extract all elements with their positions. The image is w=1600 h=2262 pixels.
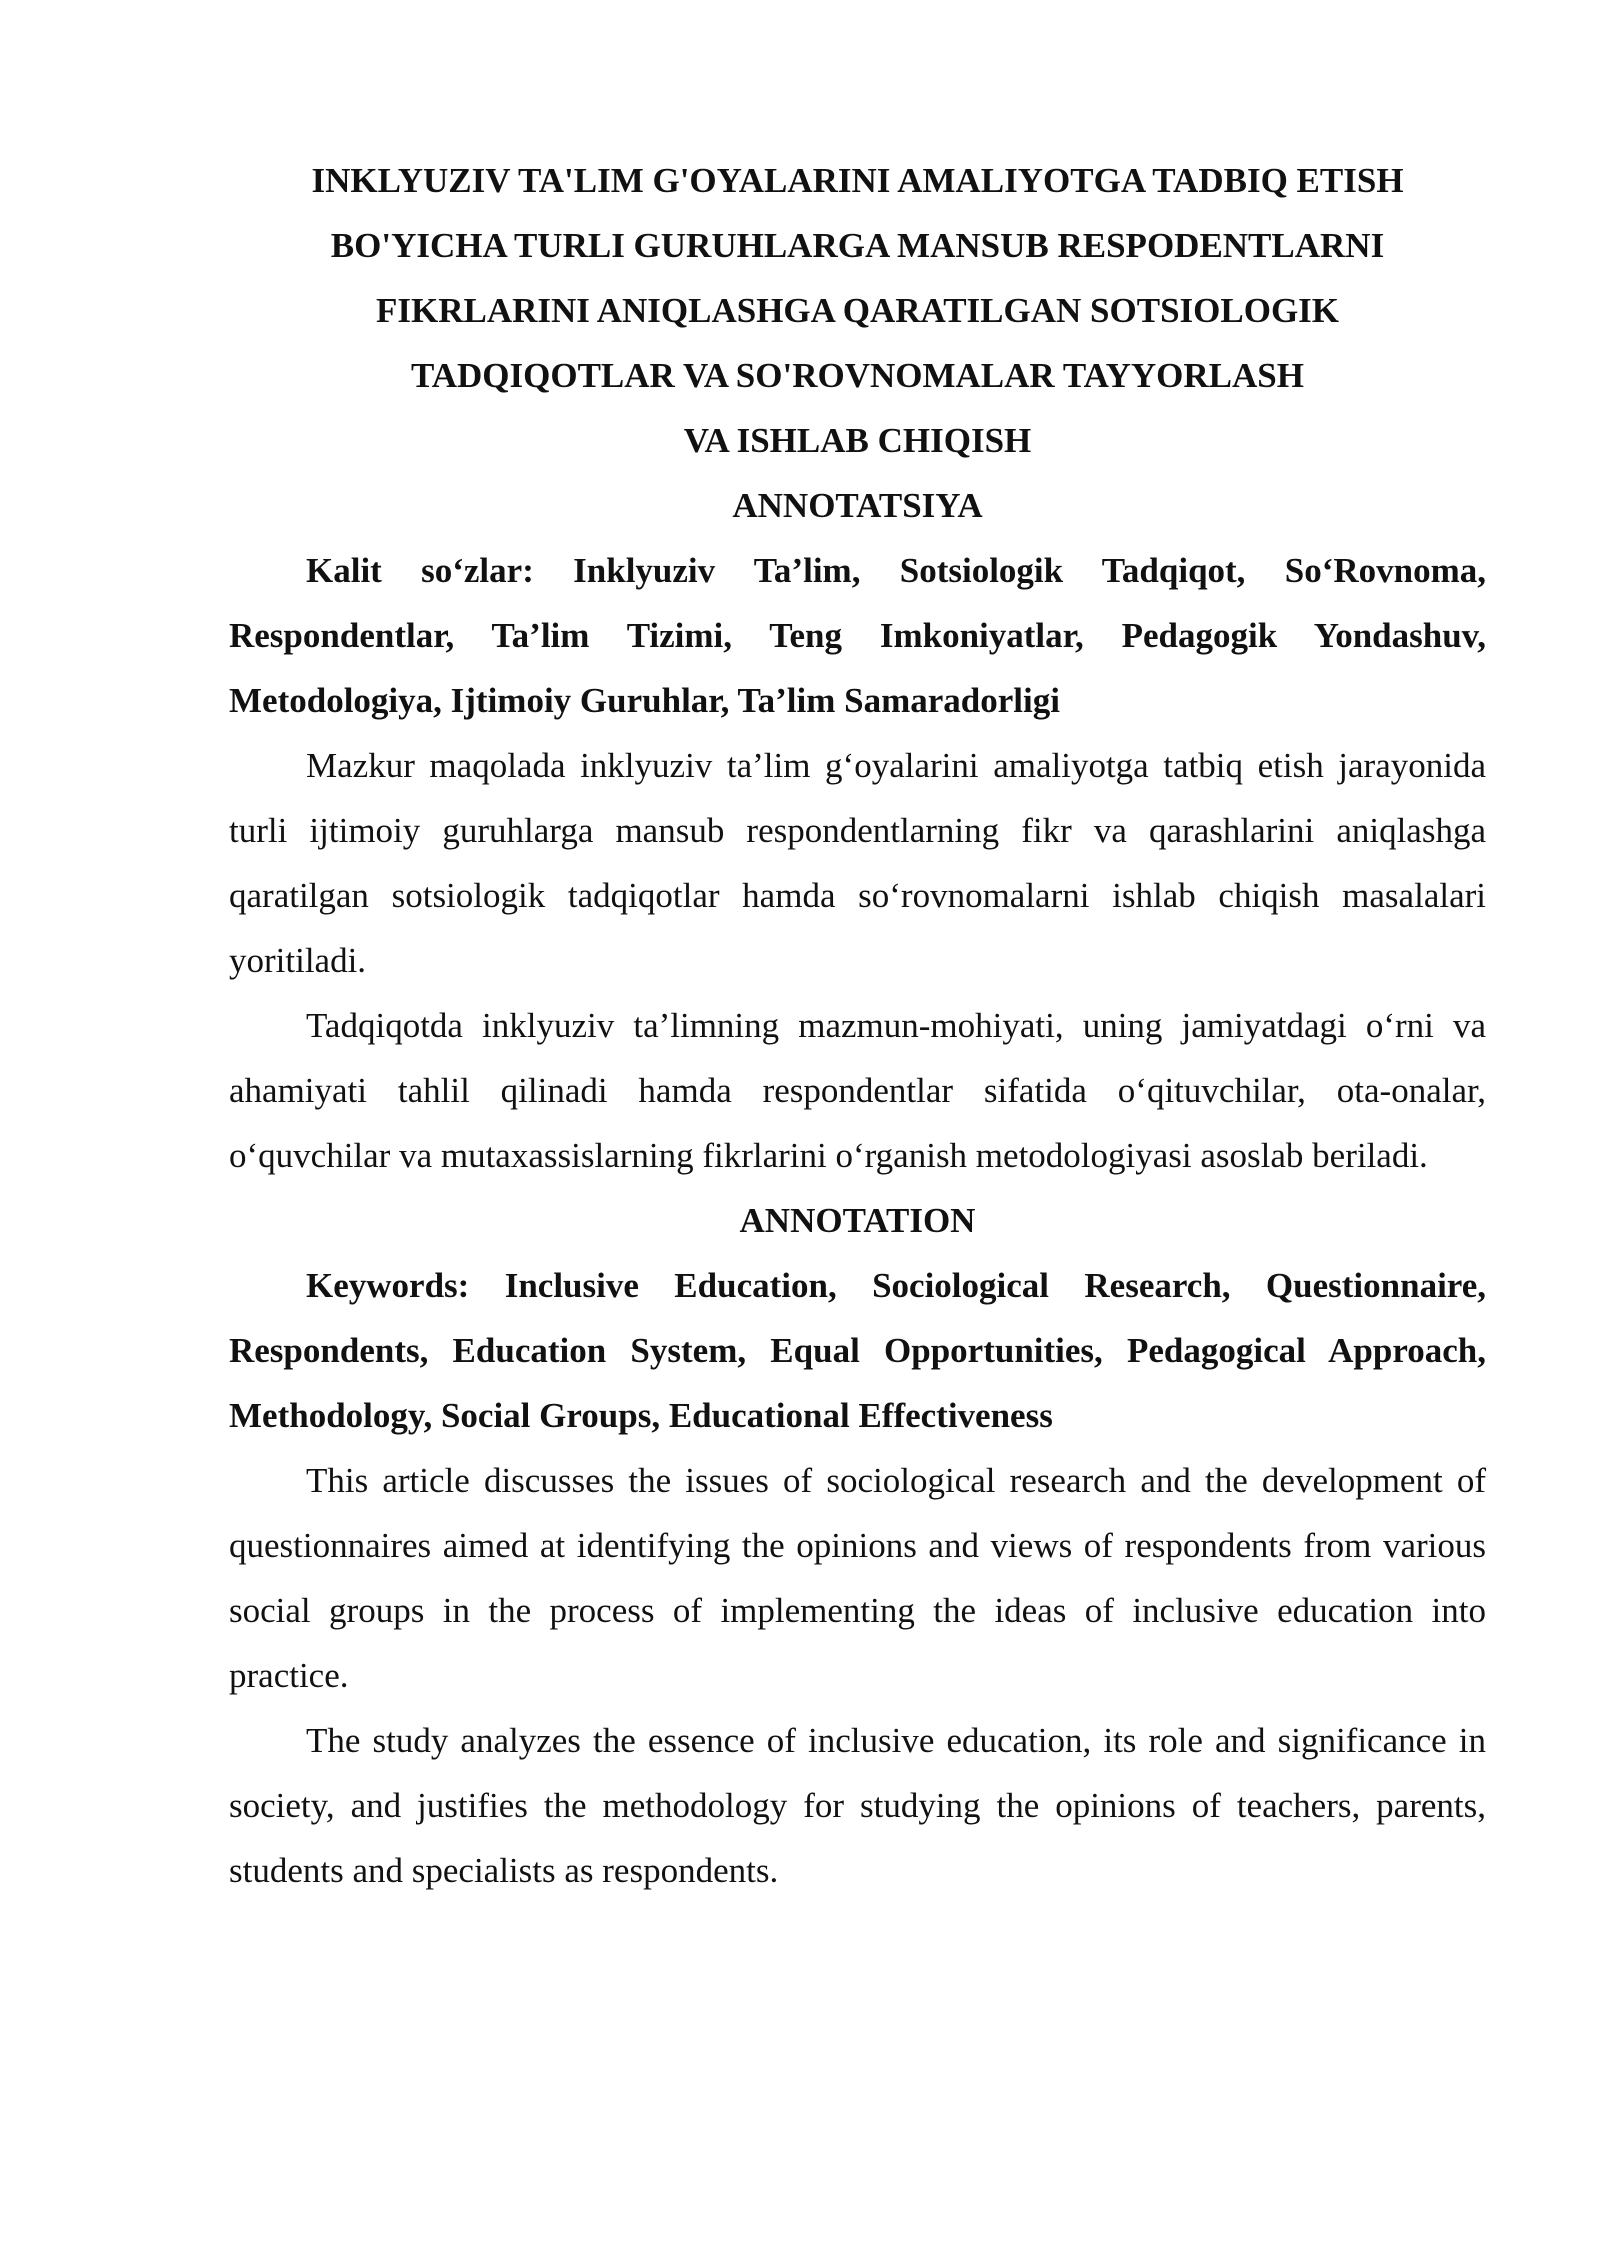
title-line-4: TADQIQOTLAR VA SO'ROVNOMALAR TAYYORLASH	[411, 356, 1304, 395]
title-line-1: INKLYUZIV TA'LIM G'OYALARINI AMALIYOTGA TADBIQ ETISH	[311, 161, 1404, 200]
uzbek-paragraph-2: Tadqiqotda inklyuziv ta’limning mazmun-mohiyati, uning jamiyatdagi o‘rni va ahamiyati tahlil qilinadi hamda respondentlar sifatida o‘qituvchilar, ota-onalar, o‘quvchilar va mutaxassislarning fikrlarini o‘rganish metodologiyasi asoslab beriladi.	[229, 1006, 1486, 1175]
title-line-5: VA ISHLAB CHIQISH	[683, 421, 1032, 460]
english-annotation-heading: ANNOTATION	[739, 1201, 976, 1240]
document-page	[229, 148, 1486, 1903]
english-keywords: Keywords: Inclusive Education, Sociological Research, Questionnaire, Respondents, Education System, Equal Opportunities, Pedagogical Approach, Methodology, Social Groups, Educational Effectiveness	[229, 1266, 1486, 1435]
english-paragraph-2: The study analyzes the essence of inclusive education, its role and significance in society, and justifies the methodology for studying the opinions of teachers, parents, students and specialists as respondents.	[229, 1721, 1486, 1890]
english-annotation-section	[229, 1188, 1486, 1903]
uzbek-keywords: Kalit so‘zlar: Inklyuziv Ta’lim, Sotsiologik Tadqiqot, So‘Rovnoma, Respondentlar, Ta’lim Tizimi, Teng Imkoniyatlar, Pedagogik Yondashuv, Metodologiya, Ijtimoiy Guruhlar, Ta’lim Samaradorligi	[229, 551, 1486, 720]
uzbek-annotation-section	[229, 473, 1486, 1188]
title-line-2: BO'YICHA TURLI GURUHLARGA MANSUB RESPODENTLARNI	[330, 226, 1385, 265]
article-title	[229, 148, 1486, 473]
uzbek-annotation-heading: ANNOTATSIYA	[732, 486, 983, 525]
english-paragraph-1: This article discusses the issues of sociological research and the development of questionnaires aimed at identifying the opinions and views of respondents from various social groups in the process of implementing the ideas of inclusive education into practice.	[229, 1461, 1486, 1695]
uzbek-paragraph-1: Mazkur maqolada inklyuziv ta’lim g‘oyalarini amaliyotga tatbiq etish jarayonida turli ijtimoiy guruhlarga mansub respondentlarning fikr va qarashlarini aniqlashga qaratilgan sotsiologik tadqiqotlar hamda so‘rovnomalarni ishlab chiqish masalalari yoritiladi.	[229, 746, 1486, 980]
title-line-3: FIKRLARINI ANIQLASHGA QARATILGAN SOTSIOLOGIK	[375, 291, 1340, 330]
